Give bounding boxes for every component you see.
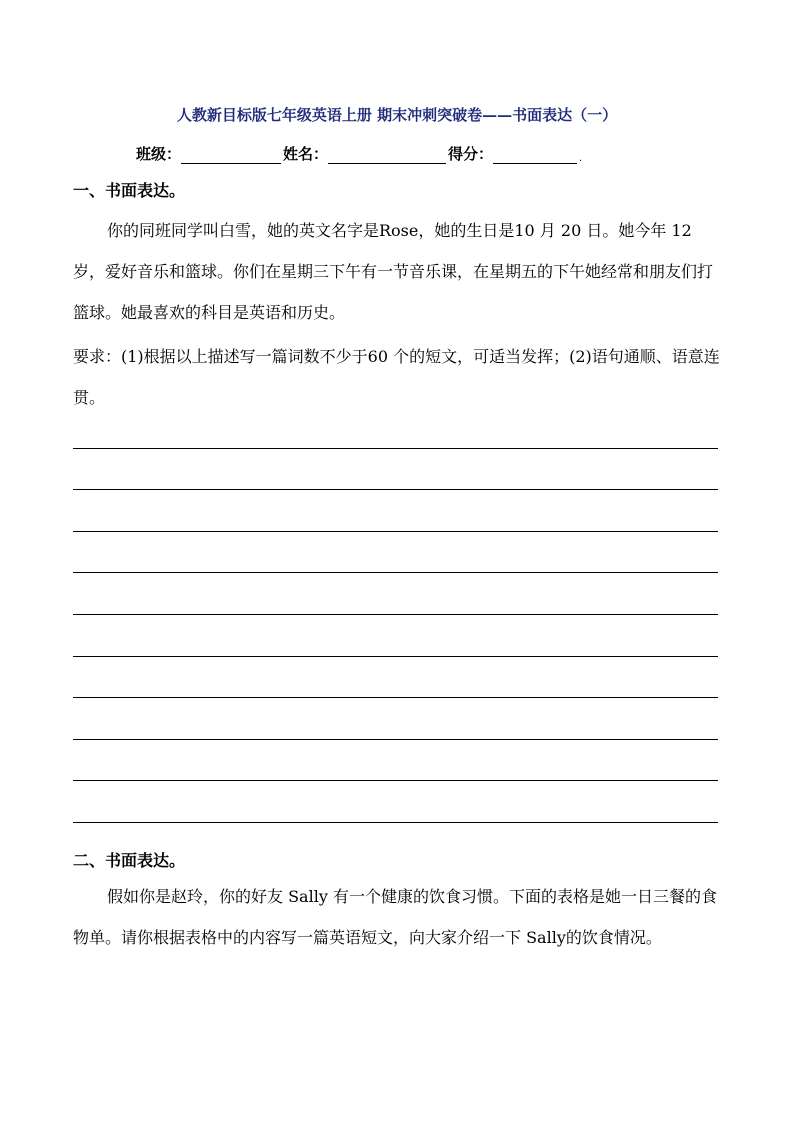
name-label: 姓名：	[283, 145, 329, 163]
writing-line[interactable]	[73, 822, 718, 823]
writing-line[interactable]	[73, 531, 718, 532]
writing-line[interactable]	[73, 697, 718, 698]
section-2-heading: 二、书面表达。	[73, 851, 186, 870]
score-label: 得分：	[448, 145, 494, 163]
writing-line[interactable]	[73, 656, 718, 657]
class-label: 班级：	[136, 145, 182, 163]
page-title: 人教新目标版七年级英语上册 期末冲刺突破卷——书面表达（一）	[176, 106, 618, 124]
score-field[interactable]	[493, 147, 577, 164]
section-1-heading: 一、书面表达。	[73, 181, 186, 200]
section-2-prompt: 假如你是赵玲，你的好友 Sally 有一个健康的饮食习惯。下面的表格是她一日三餐的食物单。请你根据表格中的内容写一篇英语短文，向大家介绍一下 Sally的饮食情况。	[73, 887, 717, 947]
class-field[interactable]	[181, 147, 281, 164]
name-field[interactable]	[328, 147, 446, 164]
writing-line[interactable]	[73, 572, 718, 573]
writing-line[interactable]	[73, 739, 718, 740]
student-info-row	[136, 143, 582, 164]
writing-line[interactable]	[73, 780, 718, 781]
writing-line[interactable]	[73, 614, 718, 615]
end-mark: .	[579, 153, 583, 164]
writing-line[interactable]	[73, 448, 718, 449]
section-1-prompt: 你的同班同学叫白雪，她的英文名字是Rose，她的生日是10 月 20 日。她今年 12 岁，爱好音乐和篮球。你们在星期三下午有一节音乐课，在星期五的下午她经常和朋友们打篮球。她最喜欢的科目是英语和历史。	[73, 221, 714, 322]
section-1-requirement: 要求：(1)根据以上描述写一篇词数不少于60 个的短文，可适当发挥；(2)语句通顺、语意连贯。	[73, 347, 720, 407]
writing-line[interactable]	[73, 489, 718, 490]
